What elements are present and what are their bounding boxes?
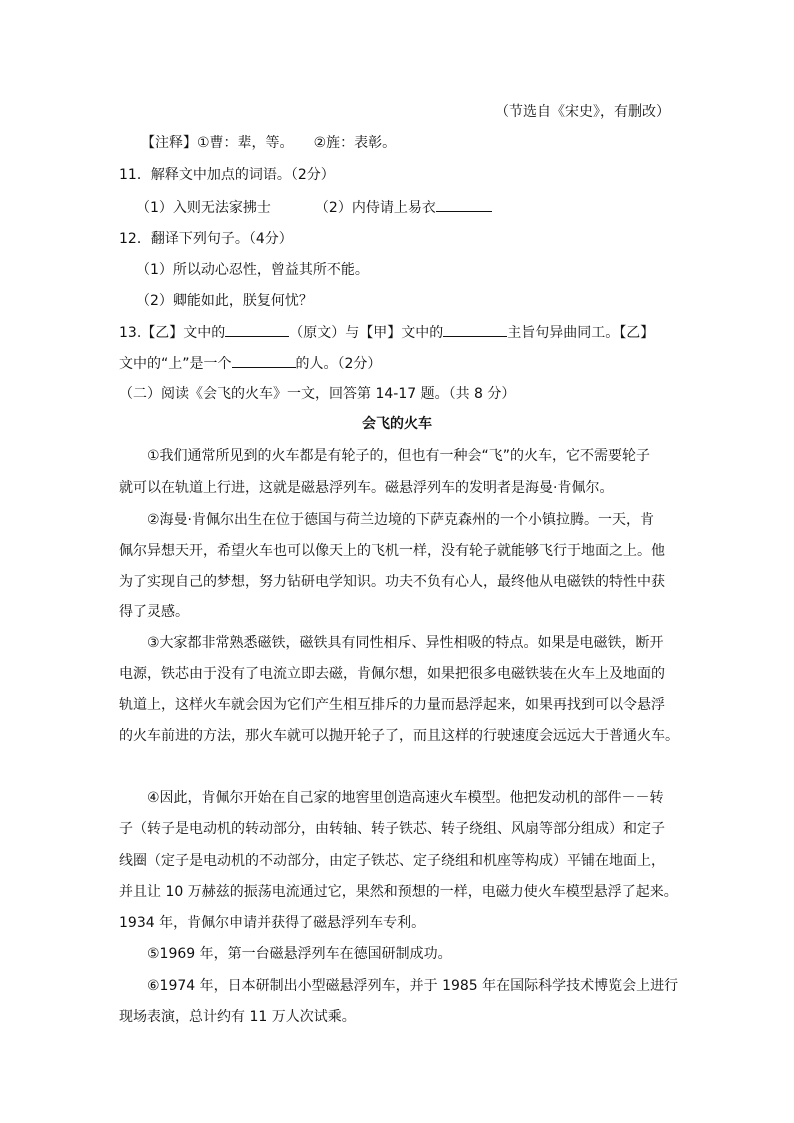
paragraph-4-line: 并且让 10 万赫兹的振荡电流通过它，果然和预想的一样，电磁力使火车模型悬浮了起来。 — [119, 884, 678, 900]
question-13-part-3: 主旨句异曲同工。【乙】 — [507, 325, 655, 341]
question-13-part-4: 文中的“上”是一个 — [119, 356, 232, 372]
paragraph-1-line: ①我们通常所见到的火车都是有轮子的，但也有一种会“飞”的火车，它不需要轮子 — [147, 448, 651, 464]
annotation-note-2: ②旌：表彰。 — [313, 135, 397, 151]
paragraph-2-line: 为了实现自己的梦想，努力钻研电学知识。功夫不负有心人，最终他从电磁铁的特性中获 — [119, 574, 665, 590]
paragraph-5-line: ⑤1969 年，第一台磁悬浮列车在德国研制成功。 — [147, 946, 452, 962]
paragraph-6-line: ⑥1974 年，日本研制出小型磁悬浮列车，并于 1985 年在国际科学技术博览会上进行 — [147, 978, 679, 994]
question-13-line-2 — [119, 353, 381, 374]
paragraph-4-line: ④因此，肯佩尔开始在自己家的地窖里创造高速火车模型。他把发动机的部件－－转 — [147, 790, 664, 806]
question-12-item-2: （2）卿能如此，朕复何忧？ — [136, 293, 313, 309]
paragraph-3-line: 轨道上，这样火车就会因为它们产生相互排斥的力量而悬浮起来，如果再找到可以令悬浮 — [119, 697, 665, 713]
question-13-part-1: 13.【乙】文中的 — [119, 325, 226, 341]
source-note: （节选自《宋史》，有删改） — [495, 104, 670, 120]
paragraph-6-line: 现场表演，总计约有 11 万人次试乘。 — [119, 1009, 356, 1025]
question-13-part-2: （原文）与【甲】文中的 — [289, 325, 444, 341]
question-11-items — [136, 197, 492, 218]
paragraph-4-line: 1934 年，肯佩尔申请并获得了磁悬浮列车专利。 — [119, 915, 426, 931]
annotation-label: 【注释】 — [141, 135, 197, 151]
paragraph-3-line: ③大家都非常熟悉磁铁，磁铁具有同性相斥、异性相吸的特点。如果是电磁铁，断开 — [147, 635, 664, 651]
question-12-stem: 12．翻译下列句子。（4分） — [119, 231, 293, 247]
question-11-item-2: （2）内侍请上易衣 — [314, 200, 436, 216]
question-13-part-5: 的人。（2分） — [295, 356, 382, 372]
annotation-line — [141, 133, 396, 153]
answer-blank[interactable] — [443, 322, 507, 337]
answer-blank[interactable] — [232, 353, 296, 368]
paragraph-2-line: ②海曼·肯佩尔出生在位于德国与荷兰边境的下萨克森州的一个小镇拉腾。一天，肯 — [147, 512, 654, 528]
paragraph-4-line: 线圈（定子是电动机的不动部分，由定子铁芯、定子绕组和机座等构成）平铺在地面上， — [119, 853, 665, 869]
section-2-heading: （二）阅读《会飞的火车》一文，回答第 14-17 题。（共 8 分） — [119, 386, 516, 402]
question-12-item-1: （1）所以动心忍性，曾益其所不能。 — [136, 262, 369, 278]
answer-blank[interactable] — [225, 322, 289, 337]
paragraph-4-line: 子（转子是电动机的转动部分，由转轴、转子铁芯、转子绕组、风扇等部分组成）和定子 — [119, 821, 665, 837]
annotation-note-1: ①曹：辈，等。 — [197, 135, 294, 151]
paragraph-2-line: 佩尔异想天开，希望火车也可以像天上的飞机一样，没有轮子就能够飞行于地面之上。他 — [119, 543, 665, 559]
paragraph-1-line: 就可以在轨道上行进，这就是磁悬浮列车。磁悬浮列车的发明者是海曼·肯佩尔。 — [119, 480, 614, 496]
paragraph-2-line: 得了灵感。 — [119, 604, 189, 620]
answer-blank[interactable] — [436, 197, 492, 212]
question-11-item-1: （1）入则无法家拂士 — [136, 200, 271, 216]
paragraph-3-line: 的火车前进的方法，那火车就可以抛开轮子了，而且这样的行驶速度会远远大于普通火车。 — [119, 728, 679, 744]
question-13-line-1 — [119, 322, 654, 343]
paragraph-3-line: 电源，铁芯由于没有了电流立即去磁，肯佩尔想，如果把很多电磁铁装在火车上及地面的 — [119, 666, 665, 682]
article-title: 会飞的火车 — [362, 416, 432, 432]
question-11-stem: 11．解释文中加点的词语。（2分） — [119, 167, 335, 183]
